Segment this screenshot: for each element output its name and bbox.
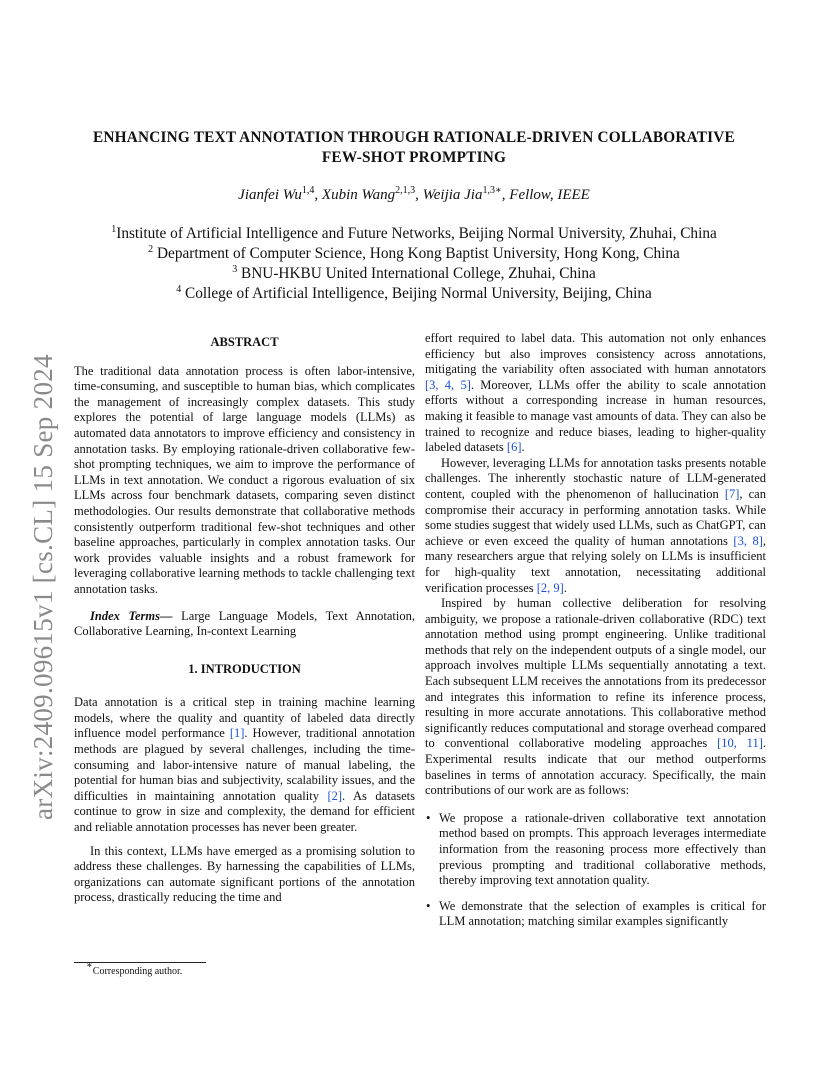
intro-paragraph-2-continued bbox=[425, 331, 766, 456]
list-item bbox=[425, 811, 766, 889]
text-run: However, leveraging LLMs for annotation tasks presents notable challenges. The inherently stochastic nature of LLM-generated content, coupled with the phenomenon of hallucination bbox=[425, 455, 766, 501]
footnote-text: Corresponding author. bbox=[92, 966, 183, 977]
intro-paragraph-3 bbox=[425, 456, 766, 596]
arxiv-identifier-stamp: arXiv:2409.09615v1 [cs.CL] 15 Sep 2024 bbox=[28, 354, 58, 820]
introduction-heading: 1. INTRODUCTION bbox=[188, 661, 301, 676]
intro-paragraph-4 bbox=[425, 596, 766, 799]
list-item-text: We demonstrate that the selection of examples is critical for LLM annotation; matching similar examples significantly bbox=[439, 898, 766, 929]
left-column bbox=[74, 335, 415, 906]
author-affil-mark: 1,4 bbox=[301, 185, 315, 196]
text-run: effort required to label data. This automation not only enhances efficiency but also improves consistency across annotations, mitigating the variability often associated with human annotators bbox=[425, 331, 766, 377]
text-run: Inspired by human collective deliberation for resolving ambiguity, we propose a rationale-driven collaborative (RDC) text annotation method using prompt engineering. Unlike traditional methods that rely on the independent outputs of a single model, our approach involves multiple LLMs sequentially annotating a text. Each subsequent LLM receives the annotations from its predecessor and integrates this information to refine its inference process, resulting in more accurate annotations. This collaborative method significantly reduces computational and storage overhead compared to conventional collaborative modeling approaches bbox=[425, 596, 766, 751]
text-run: . bbox=[521, 440, 525, 455]
contributions-list bbox=[425, 811, 766, 930]
citation-link[interactable]: [1] bbox=[229, 726, 245, 741]
affiliation-2 bbox=[60, 244, 768, 264]
citation-link[interactable]: [3, 4, 5] bbox=[425, 377, 471, 392]
citation-link[interactable]: [7] bbox=[724, 486, 740, 501]
intro-paragraph-1 bbox=[74, 695, 415, 835]
text-run: , can compromise their accuracy in performing annotation tasks. While some studies suggest that widely used LLMs, such as ChatGPT, can achieve or even exceed the quality of human annotations bbox=[425, 486, 766, 548]
affiliation-text: Institute of Artificial Intelligence and Future Networks, Beijing Normal University, Zhuhai, China bbox=[116, 225, 717, 242]
affiliation-3 bbox=[60, 264, 768, 284]
author-list bbox=[60, 187, 768, 204]
abstract-heading: ABSTRACT bbox=[210, 335, 279, 349]
author-separator: , bbox=[314, 187, 322, 203]
bullet-icon: • bbox=[426, 898, 431, 913]
intro-paragraph-2: In this context, LLMs have emerged as a promising solution to address these challenges. By harnessing the capabilities of LLMs, organizations can automate significant portions of the annotation process, drastically reducing the time and bbox=[74, 843, 415, 905]
footnote bbox=[86, 960, 183, 977]
paper-title bbox=[60, 128, 768, 168]
index-terms-label: Index Terms— bbox=[90, 608, 173, 623]
affiliation-text: College of Artificial Intelligence, Beijing Normal University, Beijing, China bbox=[181, 285, 652, 302]
author-name: Weijia Jia bbox=[422, 187, 483, 203]
author-name: Xubin Wang bbox=[321, 187, 396, 203]
affiliation-list bbox=[60, 224, 768, 304]
citation-link[interactable]: [2, 9] bbox=[536, 580, 564, 595]
text-run: Data annotation is a critical step in training machine learning models, where the quality and quantity of labeled data directly influence model performance bbox=[74, 695, 415, 741]
affiliation-mark: 3 bbox=[232, 264, 238, 275]
right-column bbox=[425, 331, 766, 930]
citation-link[interactable]: [10, 11] bbox=[717, 736, 763, 751]
index-terms-text: Large Language Models, Text Annotation, Collaborative Learning, In-context Learning bbox=[74, 608, 416, 639]
text-run: , many researchers argue that relying solely on LLMs is insufficient for high-quality text annotation, necessitating additional verification processes bbox=[425, 533, 766, 595]
affiliation-mark: 4 bbox=[176, 284, 182, 295]
affiliation-text: BNU-HKBU United International College, Zhuhai, China bbox=[237, 265, 596, 282]
text-run: . However, traditional annotation methods are plagued by several challenges, including the time-consuming and labor-intensive nature of manual labeling, the potential for human bias and subjectivity, scalability issues, and the difficulties in maintaining annotation quality bbox=[74, 726, 415, 803]
bullet-icon: • bbox=[426, 810, 431, 825]
text-run: . Moreover, LLMs offer the ability to scale annotation efforts without a corresponding increase in human resources, making it feasible to manage vast amounts of data. They can also be trained to recognize and reduce biases, leading to higher-quality labeled datasets bbox=[425, 377, 766, 455]
list-item bbox=[425, 899, 766, 930]
affiliation-text: Department of Computer Science, Hong Kong Baptist University, Hong Kong, China bbox=[153, 245, 680, 262]
citation-link[interactable]: [3, 8] bbox=[733, 533, 763, 548]
title-line-1: ENHANCING TEXT ANNOTATION THROUGH RATIONALE-DRIVEN COLLABORATIVE bbox=[93, 129, 735, 146]
abstract-text: The traditional data annotation process is often labor-intensive, time-consuming, and susceptible to human bias, which complicates the management of increasingly complex datasets. This study explores the potential of large language models (LLMs) as automated data annotators to improve efficiency and consistency in annotation tasks. By employing rationale-driven collaborative few-shot prompting techniques, we aim to improve the performance of LLMs in text annotation. We conduct a rigorous evaluation of six LLMs across four benchmark datasets, comparing seven distinct methodologies. Our results demonstrate that collaborative methods consistently outperform traditional few-shot techniques and other baseline approaches, particularly in complex annotation tasks. Our work provides valuable insights and a robust framework for leveraging collaborative learning methods to tackle challenging text annotation tasks. bbox=[74, 363, 415, 596]
index-terms bbox=[74, 609, 415, 640]
list-item-text: We propose a rationale-driven collaborative text annotation method based on prompts. This approach leverages intermediate information from the reasoning process more effectively than previous prompting and traditional collaborative methods, thereby improving text annotation quality. bbox=[439, 810, 766, 888]
title-line-2: FEW-SHOT PROMPTING bbox=[321, 149, 507, 166]
affiliation-mark: 1 bbox=[111, 224, 117, 235]
affiliation-1 bbox=[60, 224, 768, 244]
author-fellow-suffix: , Fellow, IEEE bbox=[501, 187, 590, 203]
text-run: . Experimental results indicate that our method outperforms baselines in terms of annotation accuracy. Specifically, the main contributions of our work are as follows: bbox=[425, 736, 766, 798]
citation-link[interactable]: [2] bbox=[327, 788, 343, 803]
citation-link[interactable]: [6] bbox=[506, 440, 522, 455]
author-separator: , bbox=[415, 187, 423, 203]
author-affil-mark: 1,3∗ bbox=[482, 185, 502, 196]
footnote-divider bbox=[74, 962, 206, 963]
affiliation-mark: 2 bbox=[148, 244, 154, 255]
affiliation-4 bbox=[60, 284, 768, 304]
text-run: . bbox=[563, 580, 567, 595]
author-affil-mark: 2,1,3 bbox=[395, 185, 416, 196]
text-run: . As datasets continue to grow in size and complexity, the demand for efficient and reliable annotation processes has never been greater. bbox=[74, 788, 415, 835]
author-name: Jianfei Wu bbox=[238, 187, 302, 203]
footnote-mark: ∗ bbox=[86, 960, 93, 971]
